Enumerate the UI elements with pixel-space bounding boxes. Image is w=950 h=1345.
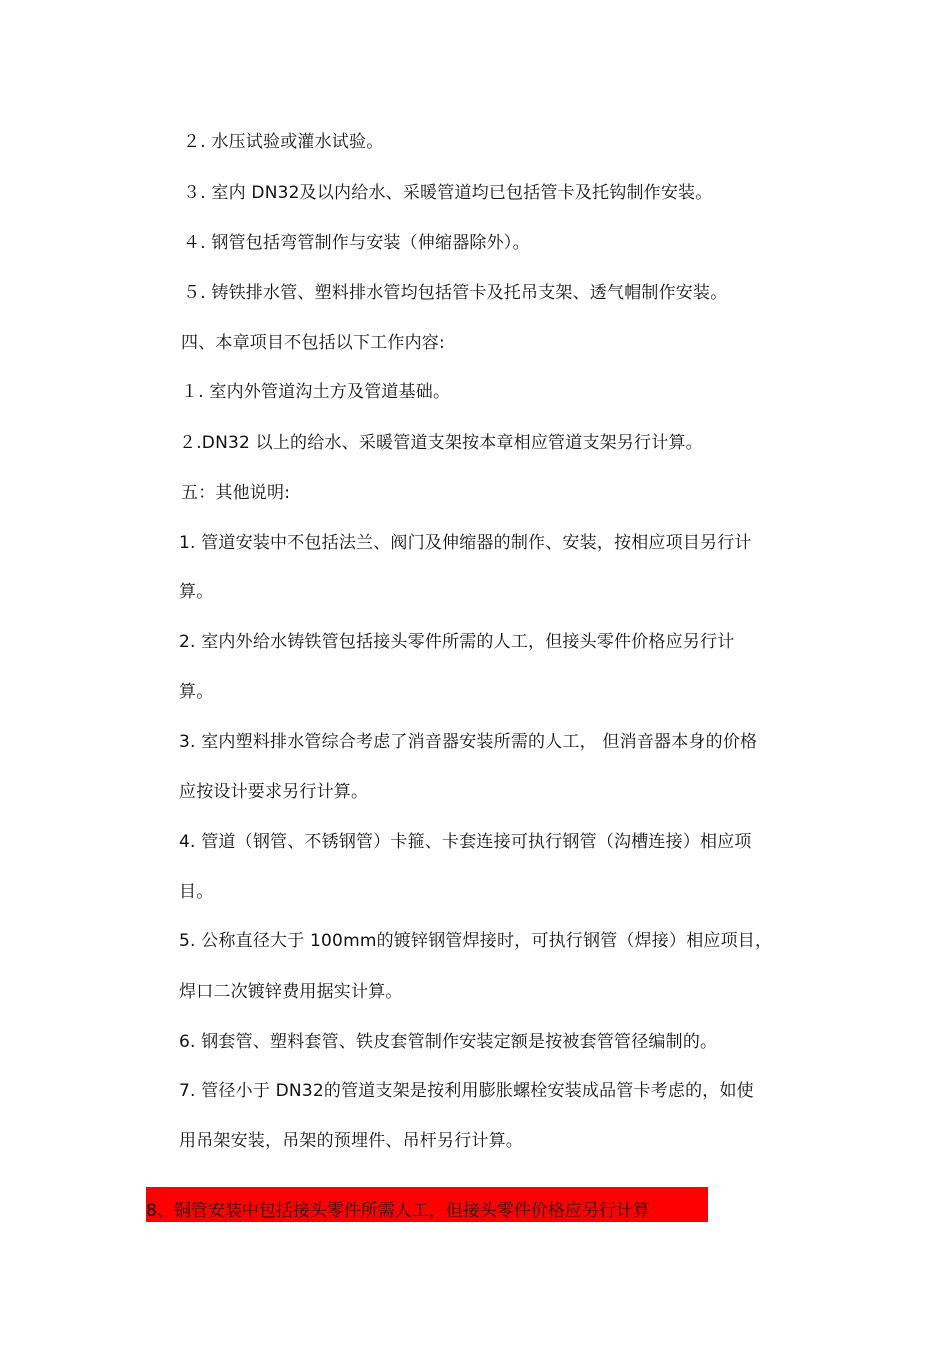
text-line-20: 7. 管径小于 DN32的管道支架是按利用膨胀螺栓安装成品管卡考虑的，如使 <box>179 1081 754 1101</box>
text-line-15: 4. 管道（钢管、不锈钢管）卡箍、卡套连接可执行钢管（沟槽连接）相应项 <box>179 832 752 852</box>
section-heading-five: 五：其他说明: <box>181 483 291 503</box>
text-line-10: 算。 <box>179 582 214 602</box>
text-line-14: 应按设计要求另行计算。 <box>179 782 369 802</box>
text-line-1: ２. 水压试验或灌水试验。 <box>183 132 384 152</box>
text-line-2: ３. 室内 DN32及以内给水、采暖管道均已包括管卡及托钩制作安装。 <box>183 183 713 203</box>
highlighted-text-line: 8、铜管安装中包括接头零件所需人工，但接头零件价格应另行计算 <box>146 1201 650 1221</box>
section-heading-four: 四、本章项目不包括以下工作内容: <box>181 333 445 353</box>
text-line-19: 6. 钢套管、塑料套管、铁皮套管制作安装定额是按被套管管径编制的。 <box>179 1032 718 1052</box>
text-line-11: 2. 室内外给水铸铁管包括接头零件所需的人工，但接头零件价格应另行计 <box>179 632 735 652</box>
text-line-7: ２.DN32 以上的给水、采暖管道支架按本章相应管道支架另行计算。 <box>179 433 703 453</box>
text-line-9: 1. 管道安装中不包括法兰、阀门及伸缩器的制作、安装，按相应项目另行计 <box>179 533 752 553</box>
text-line-12: 算。 <box>179 682 214 702</box>
text-line-17: 5. 公称直径大于 100mm的镀锌钢管焊接时，可执行钢管（焊接）相应项目， <box>179 931 773 951</box>
text-line-21: 用吊架安装，吊架的预埋件、吊杆另行计算。 <box>179 1131 523 1151</box>
text-line-18: 焊口二次镀锌费用据实计算。 <box>179 982 403 1002</box>
text-line-3: ４. 钢管包括弯管制作与安装（伸缩器除外）。 <box>183 233 530 253</box>
text-line-13: 3. 室内塑料排水管综合考虑了消音器安装所需的人工， 但消音器本身的价格 <box>179 732 758 752</box>
text-line-6: １. 室内外管道沟土方及管道基础。 <box>181 382 451 402</box>
text-line-16: 目。 <box>179 882 214 902</box>
text-line-4: ５. 铸铁排水管、塑料排水管均包括管卡及托吊支架、透气帽制作安装。 <box>183 283 728 303</box>
